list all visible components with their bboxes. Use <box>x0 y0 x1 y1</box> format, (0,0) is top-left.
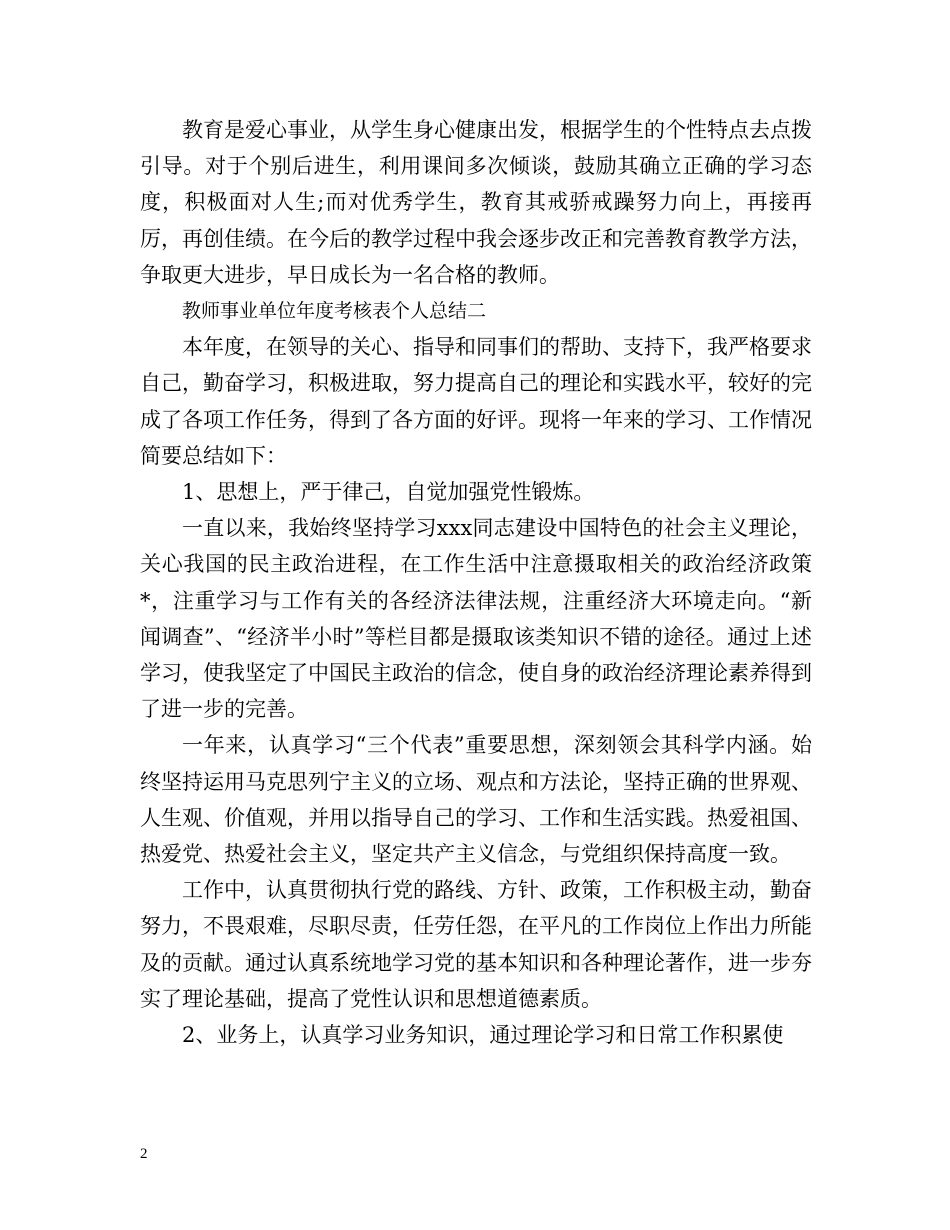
paragraph-work-conduct: 工作中，认真贯彻执行党的路线、方针、政策，工作积极主动，勤奋努力，不畏艰难，尽职尽责，任劳任怨，在平凡的工作岗位上作出力所能及的贡献。通过认真系统地学习党的基本知识和各种理论著作，进一步夯实了理论基础，提高了党性认识和思想道德素质。 <box>140 878 812 1011</box>
page-number: 2 <box>140 1146 148 1162</box>
paragraph-theory-study: 一直以来，我始终坚持学习xxx同志建设中国特色的社会主义理论，关心我国的民主政治进程，在工作生活中注意摄取相关的政治经济政策*，注重学习与工作有关的各经济法律法规，注重经济大环境走向。“新闻调查”、“经济半小时”等栏目都是摄取该类知识不错的途径。通过上述学习，使我坚定了中国民主政治的信念，使自身的政治经济理论素养得到了进一步的完善。 <box>140 516 812 722</box>
paragraph-education-care: 教育是爱心事业，从学生身心健康出发，根据学生的个性特点去点拨引导。对于个别后进生，利用课间多次倾谈，鼓励其确立正确的学习态度，积极面对人生;而对优秀学生，教育其戒骄戒躁努力向上，再接再厉，再创佳绩。在今后的教学过程中我会逐步改正和完善教育教学方法，争取更大进步，早日成长为一名合格的教师。 <box>140 118 812 287</box>
paragraph-three-represents: 一年来，认真学习“三个代表”重要思想，深刻领会其科学内涵。始终坚持运用马克思列宁主义的立场、观点和方法论，坚持正确的世界观、人生观、价值观，并用以指导自己的学习、工作和生活实践。热爱祖国、热爱党、热爱社会主义，坚定共产主义信念，与党组织保持高度一致。 <box>140 733 812 867</box>
paragraph-point-one-heading: 1、思想上，严于律己，自觉加强党性锻炼。 <box>182 480 595 505</box>
document-body <box>140 112 812 1053</box>
section-title-summary-two: 教师事业单位年度考核表个人总结二 <box>182 300 487 323</box>
paragraph-point-two-heading: 2、业务上，认真学习业务知识，通过理论学习和日常工作积累使 <box>182 1023 784 1048</box>
paragraph-annual-intro: 本年度，在领导的关心、指导和同事们的帮助、支持下，我严格要求自己，勤奋学习，积极进取，努力提高自己的理论和实践水平，较好的完成了各项工作任务，得到了各方面的好评。现将一年来的学习、工作情况简要总结如下： <box>140 335 812 468</box>
